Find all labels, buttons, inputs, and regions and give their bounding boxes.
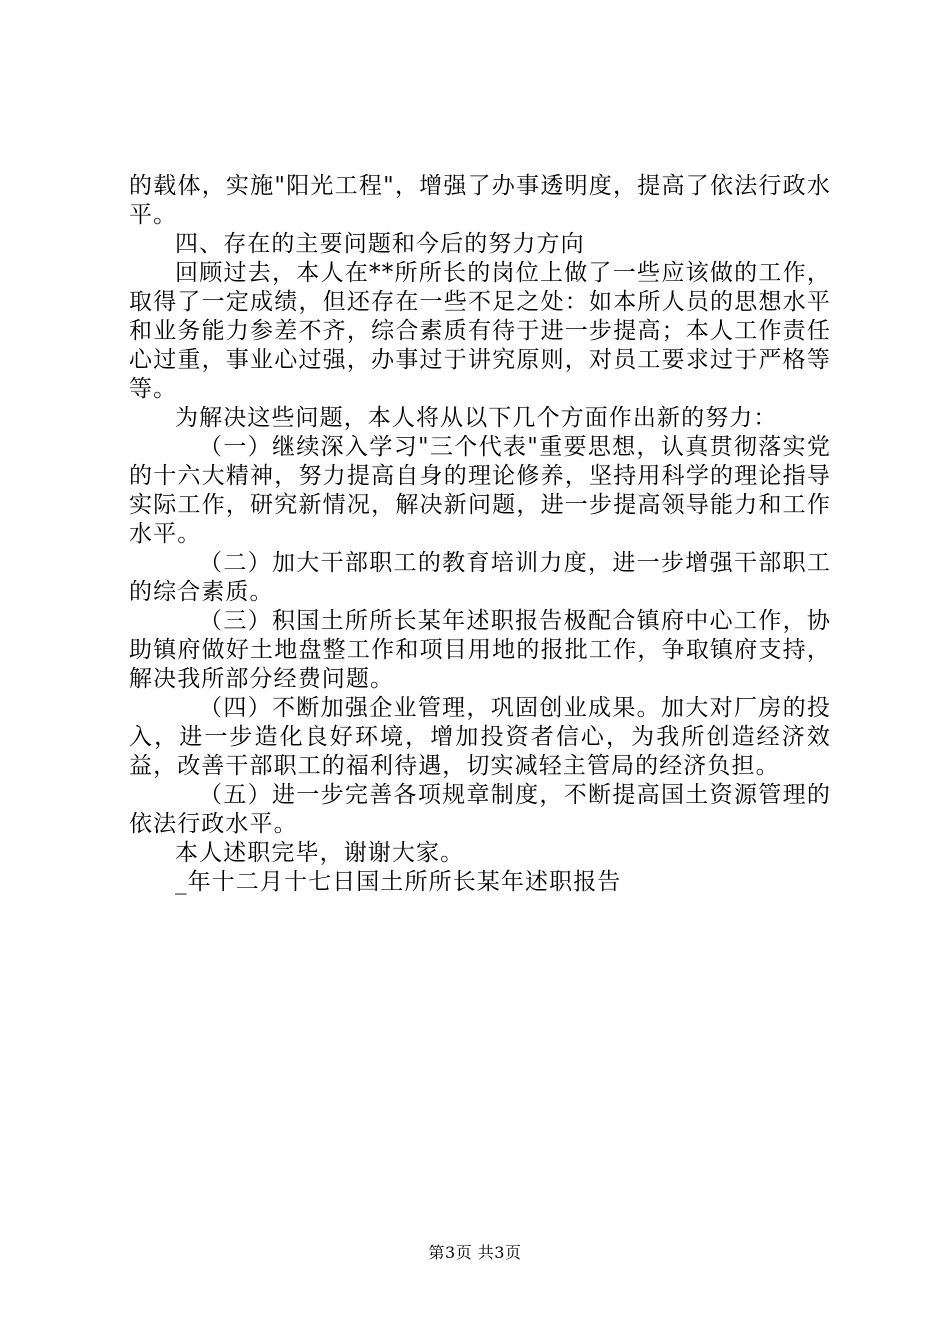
list-item-5: （五）进一步完善各项规章制度，不断提高国土资源管理的依法行政水平。 [129,782,831,837]
page-number-footer: 第3页 共3页 [428,1243,522,1262]
document-body [129,172,831,897]
paragraph-review: 回顾过去，本人在**所所长的岗位上做了一些应该做的工作，取得了一定成绩，但还存在一些不足之处：如本所人员的思想水平和业务能力参差不齐，综合素质有待于进一步提高；本人工作责任心过重，事业心过强，办事过于讲究原则，对员工要求过于严格等等。 [129,260,831,402]
list-item-1: （一）继续深入学习"三个代表"重要思想，认真贯彻落实党的十六大精神，努力提高自身的理论修养，坚持用科学的理论指导实际工作，研究新情况，解决新问题，进一步提高领导能力和工作水平。 [129,434,831,547]
paragraph-continuation: 的载体，实施"阳光工程"，增强了办事透明度，提高了依法行政水平。 [129,173,831,228]
list-item-3: （三）积国土所所长某年述职报告极配合镇府中心工作，协助镇府做好土地盘整工作和项目用地的报批工作，争取镇府支持，解决我所部分经费问题。 [129,608,831,692]
closing-statement: 本人述职完毕，谢谢大家。 [175,840,465,866]
list-item-2: （二）加大干部职工的教育培训力度，进一步增强干部职工的综合素质。 [129,550,831,605]
list-item-4: （四）不断加强企业管理，巩固创业成果。加大对厂房的投入，进一步造化良好环境，增加投资者信心，为我所创造经济效益，改善干部职工的福利待遇，切实减轻主管局的经济负担。 [129,695,831,779]
date-line: _年十二月十七日国土所所长某年述职报告 [175,869,622,895]
paragraph-intro-efforts: 为解决这些问题，本人将从以下几个方面作出新的努力： [175,405,778,431]
section-heading: 四、存在的主要问题和今后的努力方向 [175,231,585,257]
